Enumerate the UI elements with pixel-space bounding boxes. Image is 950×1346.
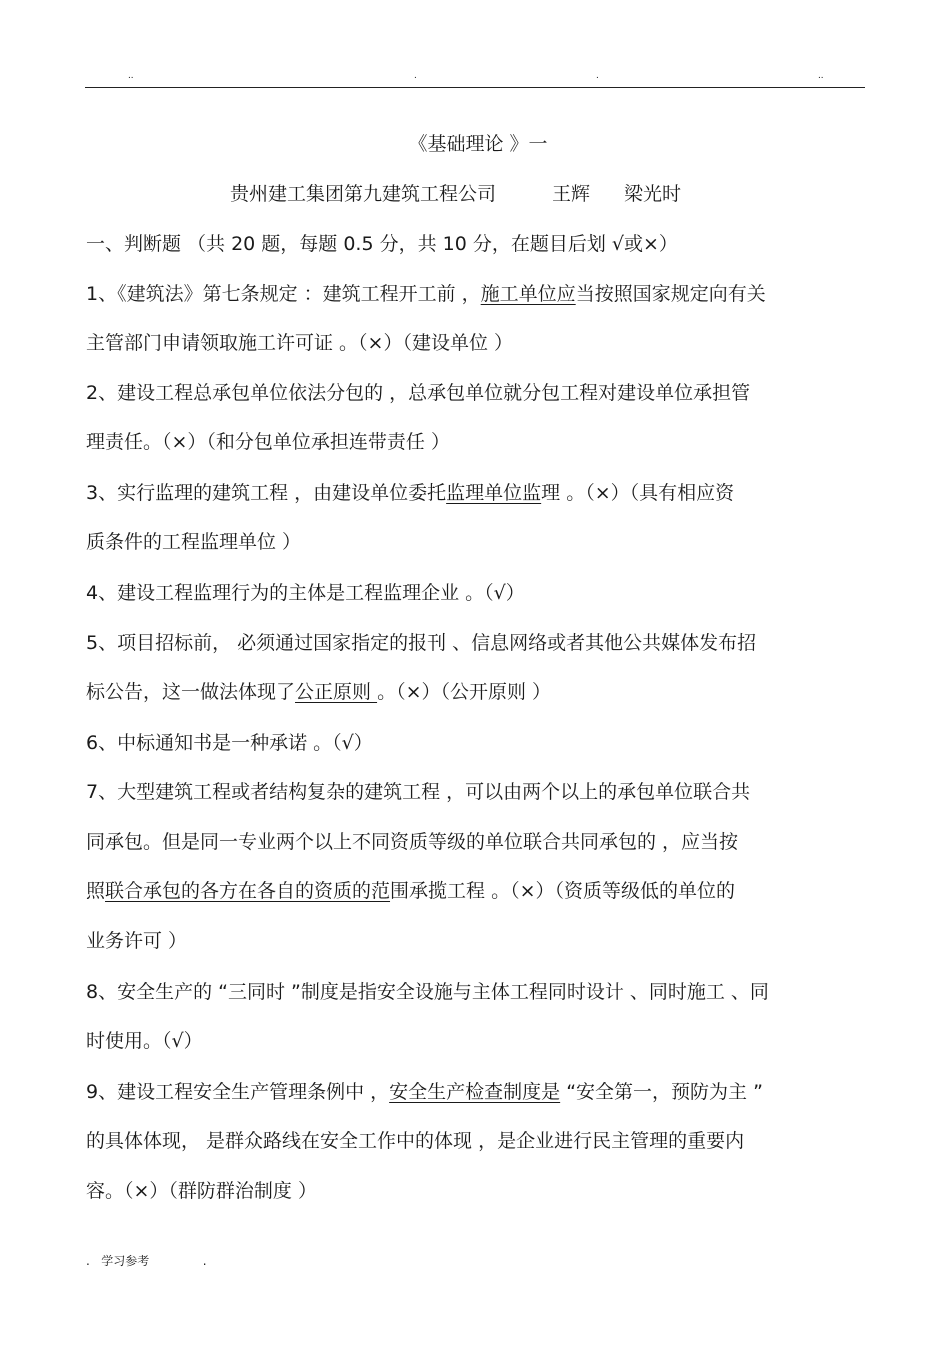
header-divider <box>85 87 865 88</box>
header-mark: .. <box>128 70 134 81</box>
question-2-line-1: 2、建设工程总承包单位依法分包的 ，总承包单位就分包工程对建设单位承担管 <box>86 382 751 404</box>
header-mark: . <box>414 70 417 81</box>
question-7-line-3 <box>86 878 735 904</box>
underlined-text: 公正原则 <box>295 681 378 703</box>
underlined-text: 监理单位监 <box>446 482 542 504</box>
question-3-line-2: 质条件的工程监理单位 ） <box>86 531 302 553</box>
byline-company: 贵州建工集团第九建筑工程公司 <box>230 183 497 205</box>
header-marks <box>0 70 950 84</box>
question-7-line-4: 业务许可 ） <box>86 930 188 952</box>
question-text: 理 。（×）（具有相应资 <box>541 482 735 504</box>
section-heading: 一、判断题 （共 20 题，每题 0.5 分，共 10 分，在题目后划 √或×） <box>86 233 678 255</box>
question-text: 1、《建筑法》第七条规定 ：建筑工程开工前 ， <box>86 283 481 305</box>
question-4-line-1: 4、建设工程监理行为的主体是工程监理企业 。（√） <box>86 582 525 604</box>
question-9-line-3: 容。（×）（群防群治制度 ） <box>86 1180 317 1202</box>
question-2-line-2: 理责任。（×）（和分包单位承担连带责任 ） <box>86 431 450 453</box>
question-8-line-2: 时使用。（√） <box>86 1030 203 1052</box>
question-1-line-2: 主管部门申请领取施工许可证 。（×）（建设单位 ） <box>86 332 514 354</box>
question-6-line-1: 6、中标通知书是一种承诺 。（√） <box>86 732 373 754</box>
question-5-line-2 <box>86 679 551 705</box>
question-text: 9、建设工程安全生产管理条例中 ， <box>86 1081 390 1103</box>
question-7-line-1: 7、大型建筑工程或者结构复杂的建筑工程 ，可以由两个以上的承包单位联合共 <box>86 781 751 803</box>
question-1-line-1 <box>86 281 766 307</box>
page-footer <box>86 1252 207 1269</box>
question-5-line-1: 5、项目招标前， 必须通过国家指定的报刊 、信息网络或者其他公共媒体发布招 <box>86 632 757 654</box>
question-text: 标公告，这一做法体现了 <box>86 681 296 703</box>
question-9-line-1 <box>86 1079 763 1105</box>
question-9-line-2: 的具体体现， 是群众路线在安全工作中的体现 ，是企业进行民主管理的重要内 <box>86 1130 745 1152</box>
underlined-text: 联合承包的各方在各自的资质的范 <box>105 880 391 902</box>
question-text: 。（×）（公开原则 ） <box>377 681 552 703</box>
byline <box>230 179 681 206</box>
underlined-text: 安全生产检查制度是 <box>389 1081 561 1103</box>
question-text: 当按照国家规定向有关 <box>575 283 766 305</box>
question-8-line-1: 8、安全生产的 “三同时 ”制度是指安全设施与主体工程同时设计 、同时施工 、同 <box>86 981 769 1003</box>
footer-dot: . <box>86 1254 90 1268</box>
header-mark: .. <box>818 70 824 81</box>
question-text: 3、实行监理的建筑工程 ，由建设单位委托 <box>86 482 447 504</box>
document-title: 《基础理论 》一 <box>408 133 548 155</box>
question-7-line-2: 同承包。但是同一专业两个以上不同资质等级的单位联合共同承包的 ，应当按 <box>86 831 739 853</box>
question-3-line-1 <box>86 480 734 506</box>
footer-text: 学习参考 <box>101 1254 150 1268</box>
header-mark: . <box>596 70 599 81</box>
footer-dot: . <box>202 1254 207 1268</box>
underlined-text: 施工单位应 <box>480 283 576 305</box>
question-text: 围承揽工程 。（×）（资质等级低的单位的 <box>390 880 735 902</box>
byline-author-1: 王辉 <box>552 183 591 205</box>
question-text: “安全第一，预防为主 ” <box>560 1081 763 1103</box>
byline-author-2: 梁光时 <box>624 183 682 205</box>
question-text: 照 <box>86 880 106 902</box>
